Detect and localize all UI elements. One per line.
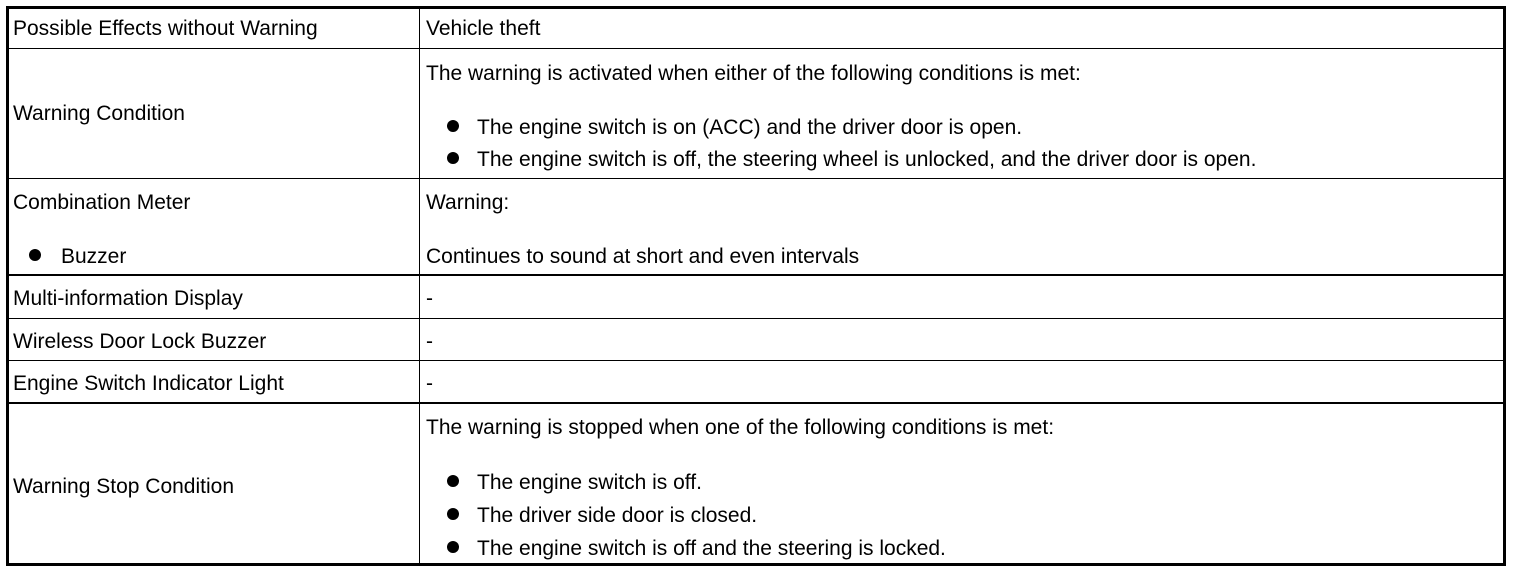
- row-label: Multi-information Display: [13, 287, 243, 310]
- row-label: Engine Switch Indicator Light: [13, 372, 284, 395]
- list-item: [447, 471, 702, 495]
- bullet-text: The engine switch is on (ACC) and the driver door is open.: [477, 116, 1023, 139]
- label-cell: [9, 319, 420, 360]
- row-value: Vehicle theft: [426, 17, 541, 40]
- row-value: Continues to sound at short and even intervals: [426, 245, 860, 268]
- label-cell: [9, 179, 420, 274]
- bullet-text: The engine switch is off and the steering is locked.: [477, 537, 946, 560]
- row-label: Wireless Door Lock Buzzer: [13, 330, 267, 353]
- bullet-text: The driver side door is closed.: [477, 504, 758, 527]
- list-item: [447, 148, 1256, 172]
- value-cell: [420, 9, 1503, 48]
- bullet-icon: [29, 249, 41, 261]
- row-label: Warning Condition: [13, 102, 185, 125]
- warning-table: [6, 6, 1506, 566]
- bullet-text: The engine switch is off.: [477, 471, 702, 494]
- label-cell: [9, 276, 420, 318]
- table-row: [9, 404, 1503, 563]
- bullet-icon: [447, 541, 459, 553]
- row-value: -: [426, 287, 433, 310]
- table-row: [9, 276, 1503, 319]
- table-row: [9, 9, 1503, 49]
- value-cell: [420, 49, 1503, 178]
- list-item: [447, 537, 946, 561]
- value-cell: [420, 404, 1503, 563]
- table-row: [9, 361, 1503, 404]
- label-cell: [9, 361, 420, 402]
- value-cell: [420, 276, 1503, 318]
- list-item: [447, 504, 757, 528]
- row-value-title: Warning:: [426, 191, 510, 214]
- table-row: [9, 319, 1503, 361]
- value-cell: [420, 319, 1503, 360]
- table-row: [9, 179, 1503, 276]
- row-label: Possible Effects without Warning: [13, 17, 318, 40]
- row-label: Warning Stop Condition: [13, 475, 235, 498]
- row-intro: The warning is activated when either of the following conditions is met:: [426, 62, 1081, 85]
- bullet-icon: [447, 475, 459, 487]
- row-value: -: [426, 330, 433, 353]
- bullet-icon: [447, 120, 459, 132]
- bullet-text: The engine switch is off, the steering wheel is unlocked, and the driver door is open.: [477, 148, 1257, 171]
- table-row: [9, 49, 1503, 179]
- label-cell: [9, 49, 420, 178]
- label-cell: [9, 9, 420, 48]
- row-value: -: [426, 372, 433, 395]
- bullet-text: Buzzer: [61, 245, 127, 268]
- value-cell: [420, 361, 1503, 402]
- bullet-icon: [447, 152, 459, 164]
- value-cell: [420, 179, 1503, 274]
- list-item: [447, 116, 1022, 140]
- label-cell: [9, 404, 420, 563]
- row-intro: The warning is stopped when one of the following conditions is met:: [426, 416, 1055, 439]
- bullet-icon: [447, 508, 459, 520]
- row-label: Combination Meter: [13, 191, 191, 214]
- list-item: [29, 245, 126, 269]
